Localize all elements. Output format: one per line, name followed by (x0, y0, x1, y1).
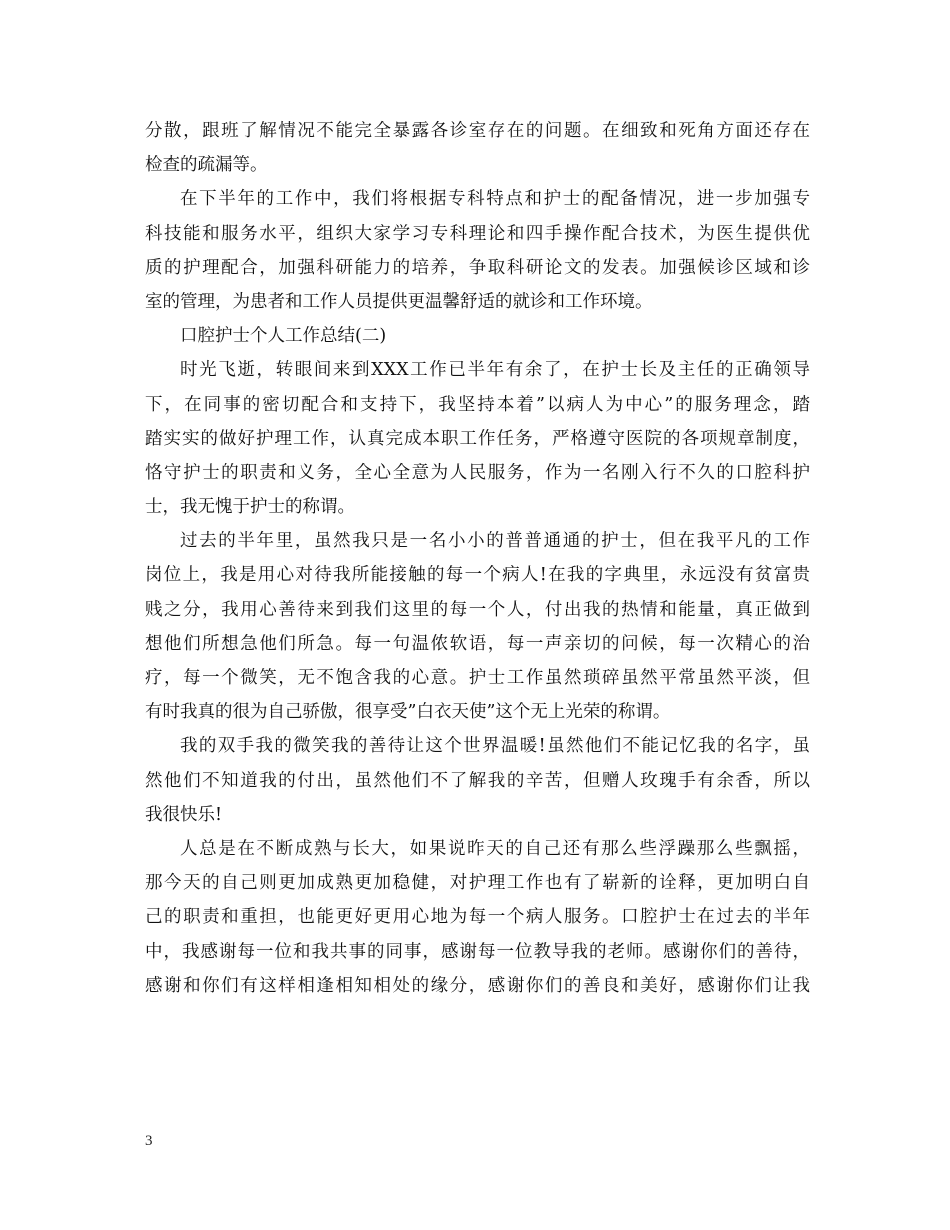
text-line: 下，在同事的密切配合和支持下，我坚持本着”以病人为中心”的服务理念，踏 (145, 394, 810, 415)
text-line: 室的管理，为患者和工作人员提供更温馨舒适的就诊和工作环境。 (145, 291, 653, 312)
text-line: 检查的疏漏等。 (145, 155, 268, 176)
paragraph-start-line: 在下半年的工作中，我们将根据专科特点和护士的配备情况，进一步加强专 (180, 189, 810, 210)
text-line: 我很快乐! (145, 804, 223, 825)
text-line: 贱之分，我用心善待来到我们这里的每一个人，付出我的热情和能量，真正做到 (145, 599, 810, 620)
text-line: 然他们不知道我的付出，虽然他们不了解我的辛苦，但赠人玫瑰手有余香，所以 (145, 770, 810, 791)
text-line: 恪守护士的职责和义务，全心全意为人民服务，作为一名刚入行不久的口腔科护 (145, 462, 810, 483)
paragraph-start-line: 时光飞逝，转眼间来到XXX工作已半年有余了，在护士长及主任的正确领导 (180, 360, 810, 381)
page-number: 3 (145, 1133, 153, 1149)
paragraph-start-line: 过去的半年里，虽然我只是一名小小的普普通通的护士，但在我平凡的工作 (180, 531, 810, 552)
text-line: 己的职责和重担，也能更好更用心地为每一个病人服务。口腔护士在过去的半年 (145, 907, 810, 928)
text-line: 疗，每一个微笑，无不饱含我的心意。护士工作虽然琐碎虽然平常虽然平淡，但 (145, 668, 810, 688)
paragraph-start-line: 人总是在不断成熟与长大，如果说昨天的自己还有那么些浮躁那么些飘摇， (180, 838, 810, 859)
text-line: 士，我无愧于护士的称谓。 (145, 497, 355, 518)
text-line: 岗位上，我是用心对待我所能接触的每一个病人!在我的字典里，永远没有贫富贵 (145, 565, 810, 586)
paragraph-start-line: 我的双手我的微笑我的善待让这个世界温暖!虽然他们不能记忆我的名字，虽 (180, 736, 810, 757)
text-line: 感谢和你们有这样相逢相知相处的缘分，感谢你们的善良和美好，感谢你们让我 (145, 975, 810, 996)
text-line: 中，我感谢每一位和我共事的同事，感谢每一位教导我的老师。感谢你们的善待， (145, 941, 810, 962)
text-line: 科技能和服务水平，组织大家学习专科理论和四手操作配合技术，为医生提供优 (145, 223, 810, 244)
paragraph-start-line: 口腔护士个人工作总结(二) (180, 326, 387, 347)
text-line: 有时我真的很为自己骄傲，很享受”白衣天使”这个无上光荣的称谓。 (145, 702, 671, 723)
text-line: 那今天的自己则更加成熟更加稳健，对护理工作也有了崭新的诠释，更加明白自 (145, 873, 810, 894)
text-line: 分散，跟班了解情况不能完全暴露各诊室存在的问题。在细致和死角方面还存在 (145, 121, 810, 141)
text-line: 踏实实的做好护理工作，认真完成本职工作任务，严格遵守医院的各项规章制度， (145, 428, 810, 449)
document-body (145, 114, 810, 1003)
text-line: 质的护理配合，加强科研能力的培养，争取科研论文的发表。加强候诊区域和诊 (145, 257, 810, 278)
text-line: 想他们所想急他们所急。每一句温侬软语，每一声亲切的问候，每一次精心的治 (145, 633, 810, 654)
